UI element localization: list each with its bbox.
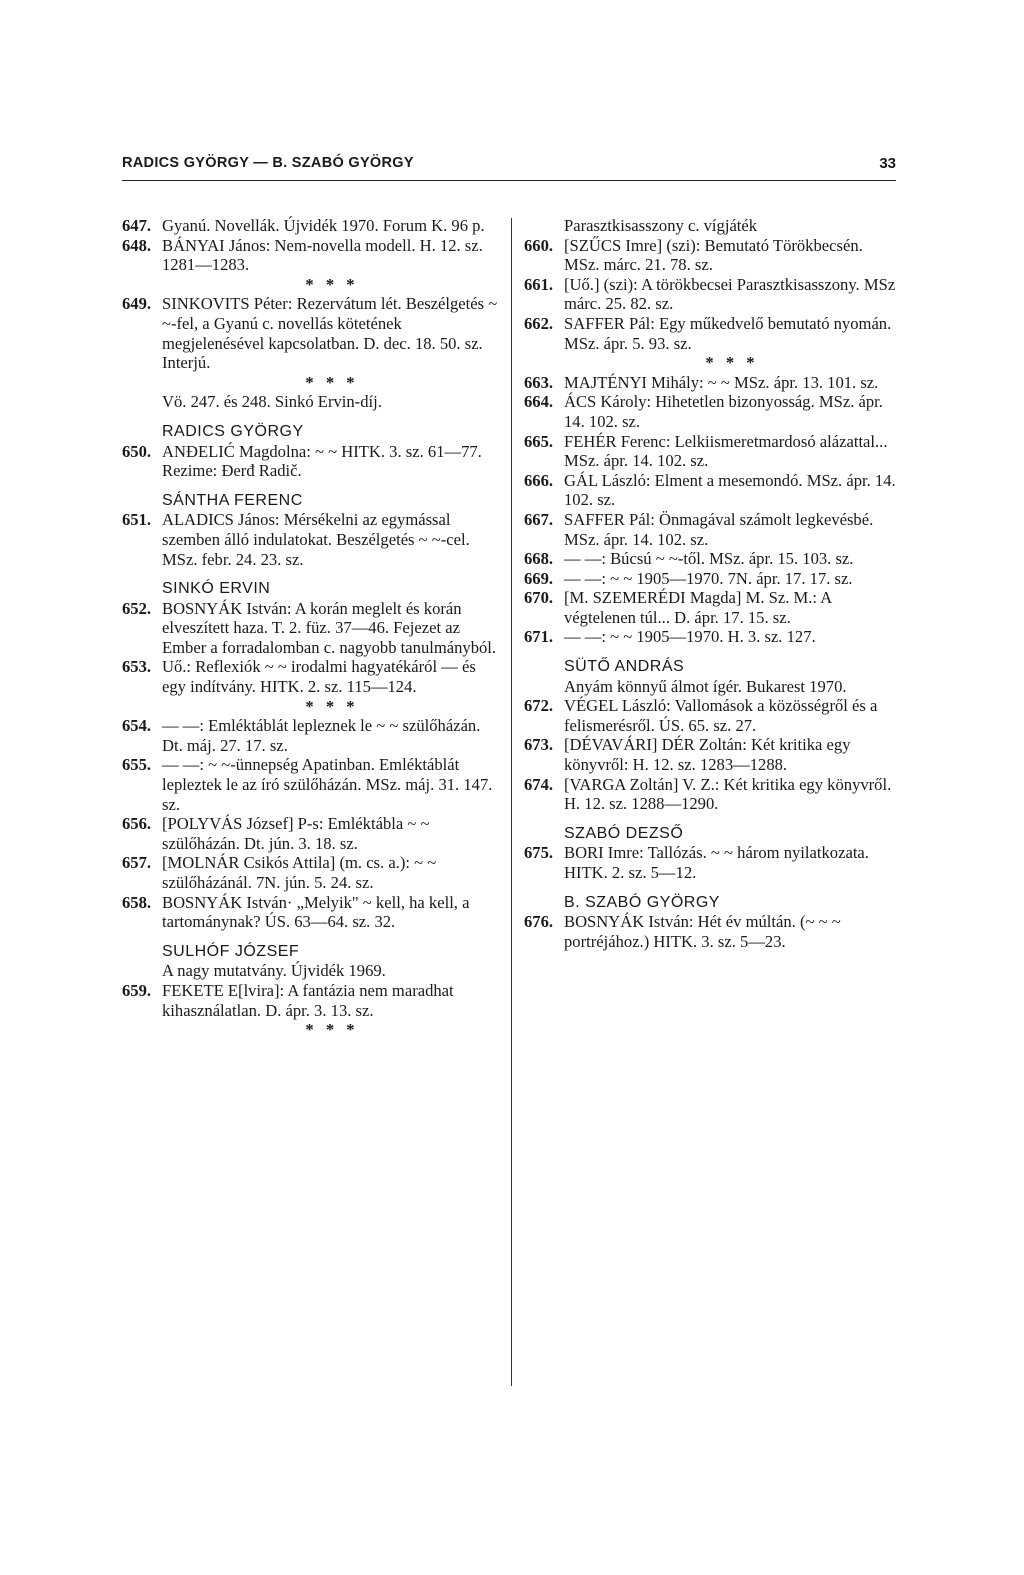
section-separator: * * * bbox=[305, 1020, 359, 1040]
entry-number: 666. bbox=[524, 470, 554, 490]
entry-text: — —: Emléktáblát lepleznek le ~ ~ szülőházán. Dt. máj. 27. 17. sz. bbox=[162, 716, 481, 755]
bibliography-entry bbox=[122, 657, 502, 696]
work-title-line: Parasztkisasszony c. vígjáték bbox=[564, 216, 758, 235]
entry-number: 651. bbox=[122, 510, 152, 530]
bibliography-entry bbox=[524, 588, 900, 627]
entry-text: [DÉVAVÁRI] DÉR Zoltán: Két kritika egy könyvről: H. 12. sz. 1283—1288. bbox=[564, 735, 851, 775]
entry-text: BÁNYAI János: Nem-novella modell. H. 12. sz. 1281—1283. bbox=[162, 235, 483, 275]
entry-text: BOSNYÁK István: Hét év múltán. (~ ~ ~ portréjához.) HITK. 3. sz. 5—23. bbox=[564, 912, 841, 951]
section-separator: * * * bbox=[705, 353, 759, 373]
running-title: RADICS GYÖRGY — B. SZABÓ GYÖRGY bbox=[122, 155, 414, 171]
author-heading: B. SZABÓ GYÖRGY bbox=[564, 893, 720, 911]
bibliography-entry bbox=[122, 216, 502, 236]
entry-text: FEKETE E[lvira]: A fantázia nem maradhat kihasználatlan. D. ápr. 3. 13. sz. bbox=[162, 980, 454, 1020]
entry-number: 653. bbox=[122, 657, 152, 677]
bibliography-entry bbox=[524, 236, 900, 275]
bibliography-entry bbox=[122, 442, 502, 481]
work-title-line: Anyám könnyű álmot ígér. Bukarest 1970. bbox=[564, 676, 847, 696]
entry-number: 658. bbox=[122, 892, 152, 912]
entry-text: BOSNYÁK István· „Melyik" ~ kell, ha kell, a tartománynak? ÚS. 63—64. sz. 32. bbox=[162, 892, 470, 932]
entry-text: — —: ~ ~ 1905—1970. H. 3. sz. 127. bbox=[564, 627, 816, 647]
author-heading: SZABÓ DEZSŐ bbox=[564, 824, 684, 842]
bibliography-entry bbox=[122, 716, 502, 755]
bibliography-entry bbox=[122, 981, 502, 1020]
entry-number: 676. bbox=[524, 912, 554, 932]
section-separator: * * * bbox=[305, 372, 359, 392]
entry-text: — —: ~ ~-ünnepség Apatinban. Emléktáblát lepleztek le az író szülőházán. MSz. máj. 31. 147. sz. bbox=[162, 755, 493, 814]
bibliography-entry bbox=[524, 843, 900, 882]
bibliography-entry bbox=[122, 294, 502, 372]
entry-number: 670. bbox=[524, 588, 554, 608]
entry-number: 669. bbox=[524, 568, 554, 588]
bibliography-entry bbox=[524, 696, 900, 735]
entry-text: [Uő.] (szi): A törökbecsei Parasztkisasszony. MSz márc. 25. 82. sz. bbox=[564, 274, 896, 314]
entry-text: MAJTÉNYI Mihály: ~ ~ MSz. ápr. 13. 101. sz. bbox=[564, 372, 879, 392]
entry-number: 649. bbox=[122, 294, 152, 314]
entry-text: [M. SZEMERÉDI Magda] M. Sz. M.: A végtelenen túl... D. ápr. 17. 15. sz. bbox=[564, 588, 832, 627]
bibliography-entry bbox=[122, 236, 502, 275]
entry-text: BOSNYÁK István: A korán meglelt és korán elveszített haza. T. 2. füz. 37—46. Fejezet az Ember a forradalomban c. nagyobb tanulmányból. bbox=[162, 598, 497, 657]
bibliography-entry bbox=[122, 510, 502, 569]
entry-number: 667. bbox=[524, 509, 554, 529]
entry-text: VÉGEL László: Vallomások a közösségről és a felismerésről. ÚS. 65. sz. 27. bbox=[564, 696, 878, 735]
entry-number: 674. bbox=[524, 774, 554, 794]
column-divider bbox=[511, 218, 512, 1386]
bibliography-entry bbox=[524, 432, 900, 471]
section-separator: * * * bbox=[305, 696, 359, 716]
entry-text: [POLYVÁS József] P-s: Emléktábla ~ ~ szülőházán. Dt. jún. 3. 18. sz. bbox=[162, 814, 430, 853]
entry-text: [SZŰCS Imre] (szi): Bemutató Törökbecsén. MSz. márc. 21. 78. sz. bbox=[564, 235, 863, 275]
right-column bbox=[524, 216, 900, 951]
running-header bbox=[122, 150, 896, 181]
left-column bbox=[122, 216, 502, 1040]
entry-number: 648. bbox=[122, 235, 152, 255]
entry-text: — —: Búcsú ~ ~-től. MSz. ápr. 15. 103. sz. bbox=[564, 549, 854, 569]
bibliography-entry bbox=[122, 853, 502, 892]
author-heading: SULHÓF JÓZSEF bbox=[162, 942, 300, 960]
entry-text: Uő.: Reflexiók ~ ~ irodalmi hagyatékáról — és egy indítvány. HITK. 2. sz. 115—124. bbox=[162, 657, 476, 697]
bibliography-entry bbox=[524, 549, 900, 569]
bibliography-entry bbox=[524, 627, 900, 647]
entry-number: 668. bbox=[524, 549, 554, 569]
entry-number: 662. bbox=[524, 313, 554, 333]
entry-text: BORI Imre: Tallózás. ~ ~ három nyilatkozata. HITK. 2. sz. 5—12. bbox=[564, 843, 869, 882]
author-heading: SÁNTHA FERENC bbox=[162, 491, 303, 509]
bibliography-entry bbox=[524, 373, 900, 393]
bibliography-entry bbox=[122, 893, 502, 932]
bibliography-entry bbox=[524, 510, 900, 549]
page-number: 33 bbox=[879, 155, 896, 172]
entry-text: ÁCS Károly: Hihetetlen bizonyosság. MSz. ápr. 14. 102. sz. bbox=[564, 392, 883, 431]
entry-number: 656. bbox=[122, 814, 152, 834]
entry-number: 665. bbox=[524, 431, 554, 451]
bibliography-entry bbox=[524, 314, 900, 353]
bibliography-entry bbox=[122, 599, 502, 658]
author-heading: SÜTŐ ANDRÁS bbox=[564, 658, 685, 676]
entry-text: SINKOVITS Péter: Rezervátum lét. Beszélgetés ~ ~-fel, a Gyanú c. novellás kötetének megjelenésével kapcsolatban. D. dec. 18. 50. sz. Interjú. bbox=[162, 294, 498, 373]
entry-text: [VARGA Zoltán] V. Z.: Két kritika egy könyvről. H. 12. sz. 1288—1290. bbox=[564, 774, 892, 814]
entry-text: GÁL László: Elment a mesemondó. MSz. ápr. 14. 102. sz. bbox=[564, 470, 896, 510]
entry-text: Gyanú. Novellák. Újvidék 1970. Forum K. 96 p. bbox=[162, 216, 485, 235]
work-title-line: A nagy mutatvány. Újvidék 1969. bbox=[162, 961, 386, 981]
work-title-line: Vö. 247. és 248. Sinkó Ervin-díj. bbox=[162, 392, 382, 412]
bibliography-entry bbox=[524, 735, 900, 774]
entry-text: ANĐELIĆ Magdolna: ~ ~ HITK. 3. sz. 61—77. Rezime: Đerđ Radič. bbox=[162, 441, 482, 481]
author-heading: RADICS GYÖRGY bbox=[162, 422, 304, 440]
entry-number: 675. bbox=[524, 843, 554, 863]
section-separator: * * * bbox=[305, 274, 359, 294]
bibliography-entry bbox=[524, 912, 900, 951]
entry-number: 664. bbox=[524, 392, 554, 412]
entry-text: ALADICS János: Mérsékelni az egymással szemben álló indulatokat. Beszélgetés ~ ~-cel. MSz. febr. 24. 23. sz. bbox=[162, 510, 470, 569]
bibliography-entry bbox=[524, 275, 900, 314]
entry-number: 652. bbox=[122, 598, 152, 618]
author-heading: SINKÓ ERVIN bbox=[162, 580, 271, 598]
entry-text: [MOLNÁR Csikós Attila] (m. cs. a.): ~ ~ szülőházánál. 7N. jún. 5. 24. sz. bbox=[162, 853, 437, 892]
entry-number: 657. bbox=[122, 853, 152, 873]
entry-text: SAFFER Pál: Önmagával számolt legkevésbé. MSz. ápr. 14. 102. sz. bbox=[564, 509, 874, 549]
entry-text: SAFFER Pál: Egy műkedvelő bemutató nyomán. MSz. ápr. 5. 93. sz. bbox=[564, 313, 892, 353]
entry-number: 673. bbox=[524, 735, 554, 755]
entry-number: 672. bbox=[524, 696, 554, 716]
entry-number: 661. bbox=[524, 274, 554, 294]
bibliography-entry bbox=[122, 814, 502, 853]
bibliography-entry bbox=[524, 775, 900, 814]
entry-text: FEHÉR Ferenc: Lelkiismeretmardosó alázattal... MSz. ápr. 14. 102. sz. bbox=[564, 431, 888, 471]
entry-number: 655. bbox=[122, 755, 152, 775]
bibliography-entry bbox=[122, 755, 502, 814]
bibliography-entry bbox=[524, 569, 900, 589]
entry-number: 671. bbox=[524, 627, 554, 647]
entry-number: 647. bbox=[122, 216, 152, 235]
bibliography-entry bbox=[524, 392, 900, 431]
entry-number: 659. bbox=[122, 980, 152, 1000]
entry-number: 660. bbox=[524, 235, 554, 255]
bibliography-entry bbox=[524, 471, 900, 510]
entry-text: — —: ~ ~ 1905—1970. 7N. ápr. 17. 17. sz. bbox=[564, 568, 853, 588]
entry-number: 650. bbox=[122, 441, 152, 461]
entry-number: 663. bbox=[524, 372, 554, 392]
entry-number: 654. bbox=[122, 716, 152, 736]
